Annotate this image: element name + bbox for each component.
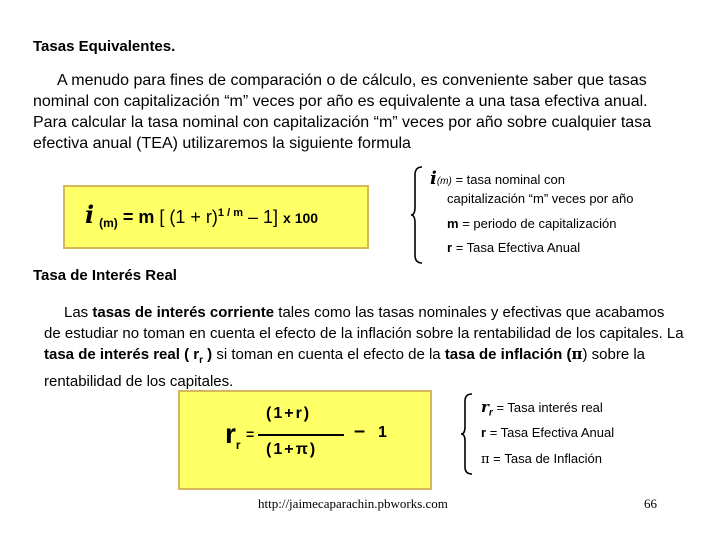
formula-close: – 1] (248, 207, 279, 227)
formula2-denominator: (1+π) (266, 441, 318, 458)
formula2-fraction-line (258, 434, 344, 436)
legend2-pi: π = Tasa de Inflación (481, 451, 602, 467)
legend-i-text2: capitalización “m” veces por año (447, 191, 634, 206)
formula-m: m (138, 207, 155, 227)
page-number: 66 (644, 496, 657, 511)
formula-i-subscript: (m) (99, 216, 118, 230)
real-rate-paragraph: Las tasas de interés corriente tales como las tasas nominales y efectivas que acabamos de estudiar no toman en cuenta el efecto de la inflación sobre la rentabilidad de los capitales. La tasa de interés real ( $r_r$ ) si toman en cuenta el efecto de la tasa de inflación (π) sobre la rentabilidad de los capitales. (44, 304, 684, 390)
left-brace-icon (410, 165, 424, 265)
left-brace-icon-2 (460, 392, 474, 476)
legend2-r: r = Tasa Efectiva Anual (481, 425, 615, 440)
legend-m-symbol: m (447, 216, 459, 231)
formula2-numerator: (1+r) (266, 405, 312, 422)
legend-i-subscript: (m) (436, 176, 452, 187)
formula2-equals: = (246, 426, 255, 442)
page-title: Tasas Equivalentes. (33, 38, 176, 55)
legend-i (430, 168, 565, 189)
formula-exponent: 1 / m (217, 207, 243, 219)
nominal-rate-formula (85, 200, 318, 229)
intro-paragraph: A menudo para fines de comparación o de cálculo, es conveniente saber que tasas nominal con capitalización “m” veces por año es equivalente a una tasa efectiva anual. Para calcular la tasa nominal con capitalización “m” veces por año sobre cualquier tasa efectiva anual (TEA) utilizaremos la siguiente formula (33, 72, 652, 152)
formula-times: x 100 (283, 210, 319, 226)
formula2-r: $r_r$ (225, 418, 241, 452)
formula2-one: 1 (378, 424, 387, 441)
legend-m-text: = periodo de capitalización (462, 216, 617, 231)
formula-equals: = (122, 207, 134, 227)
legend-r-text: = Tasa Efectiva Anual (455, 240, 581, 255)
legend2-rr: $r_r$ = Tasa interés real (481, 398, 603, 419)
section-title-real-rate: Tasa de Interés Real (33, 267, 177, 284)
legend-m (447, 216, 617, 231)
formula-i-symbol: i (85, 200, 95, 229)
formula2-minus: – (354, 420, 366, 442)
legend-i-symbol: i (430, 168, 437, 189)
legend-r (447, 240, 580, 255)
footer-url: http://jaimecaparachin.pbworks.com (258, 496, 448, 511)
legend-r-symbol: r (447, 240, 453, 255)
legend-i-text: = tasa nominal con (455, 172, 565, 187)
formula-open: [ (1 + r) (159, 207, 218, 227)
